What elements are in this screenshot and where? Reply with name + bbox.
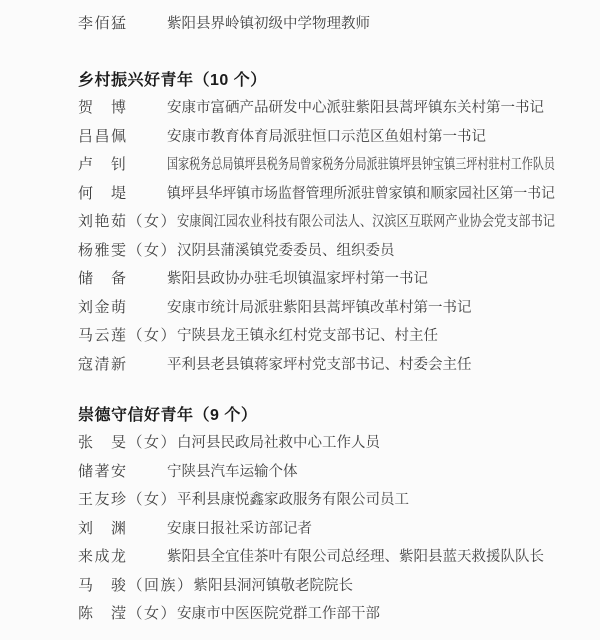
- list-item: [78, 150, 555, 179]
- award-section: [78, 65, 555, 378]
- entry-list: [78, 428, 555, 628]
- award-section: [78, 400, 555, 628]
- person-name: 李佰猛: [78, 13, 128, 32]
- person-name: 陈 滢（女）: [78, 604, 178, 623]
- person-description: 平利县老县镇蒋家坪村党支部书记、村委会主任: [167, 356, 472, 373]
- person-description: 白河县民政局社救中心工作人员: [177, 435, 381, 452]
- person-description: 安康市统计局派驻紫阳县蒿坪镇改革村第一书记: [167, 299, 472, 316]
- section-list: [78, 65, 555, 628]
- person-name: 何 堤: [78, 183, 128, 202]
- person-description: 安康市富硒产品研发中心派驻紫阳县蒿坪镇东关村第一书记: [167, 100, 544, 117]
- person-description: 紫阳县洞河镇敬老院院长: [193, 577, 354, 594]
- person-description: 安康阆江园农业科技有限公司法人、汉滨区互联网产业协会党支部书记: [177, 214, 556, 231]
- list-item: [78, 428, 555, 457]
- list-item: [78, 178, 555, 207]
- person-name: 贺 博: [78, 98, 128, 117]
- list-item: [78, 8, 555, 37]
- list-item: [78, 570, 555, 599]
- person-name: 刘艳茹（女）: [78, 212, 178, 231]
- list-item: [78, 121, 555, 150]
- person-name: 王友珍（女）: [78, 490, 178, 509]
- person-description: 安康市教育体育局派驻恒口示范区鱼姐村第一书记: [167, 128, 486, 145]
- section-title: 乡村振兴好青年（10 个）: [78, 72, 267, 89]
- list-item: [78, 292, 555, 321]
- person-description: 国家税务总局镇坪县税务局曾家税务分局派驻镇坪县钟宝镇三坪村驻村工作队员: [167, 157, 555, 174]
- person-description: 安康市中医医院党群工作部干部: [177, 606, 381, 623]
- person-name: 卢 钊: [78, 155, 128, 174]
- person-name: 刘 渊: [78, 518, 128, 537]
- list-item: [78, 485, 555, 514]
- entry-list: [78, 93, 555, 378]
- list-item: [78, 542, 555, 571]
- person-name: 寇清新: [78, 354, 128, 373]
- list-item: [78, 207, 555, 236]
- person-name: 杨雅雯（女）: [78, 240, 178, 259]
- list-item: [78, 93, 555, 122]
- list-item: [78, 456, 555, 485]
- list-item: [78, 235, 555, 264]
- person-name: 来成龙: [78, 547, 128, 566]
- person-name: 吕昌佩: [78, 126, 128, 145]
- person-description: 紫阳县界岭镇初级中学物理教师: [167, 15, 370, 32]
- person-name: 储著安: [78, 461, 128, 480]
- person-description: 汉阴县蒲溪镇党委委员、组织委员: [177, 242, 395, 259]
- list-item: [78, 513, 555, 542]
- person-description: 紫阳县政协办驻毛坝镇温家坪村第一书记: [167, 271, 428, 288]
- top-entry-list: [78, 8, 555, 37]
- person-description: 平利县康悦鑫家政服务有限公司员工: [177, 492, 410, 509]
- person-name: 刘金萌: [78, 297, 128, 316]
- person-name: 储 备: [78, 269, 128, 288]
- person-description: 安康日报社采访部记者: [167, 520, 312, 537]
- person-description: 宁陕县汽车运输个体: [167, 463, 298, 480]
- list-item: [78, 349, 555, 378]
- person-name: 张 旻（女）: [78, 433, 178, 452]
- section-title: 崇德守信好青年（9 个）: [78, 407, 258, 424]
- person-name: 马 骏（回族）: [78, 575, 194, 594]
- person-description: 镇坪县华坪镇市场监督管理所派驻曾家镇和顺家园社区第一书记: [167, 185, 555, 202]
- person-name: 马云莲（女）: [78, 326, 178, 345]
- list-item: [78, 321, 555, 350]
- list-item: [78, 264, 555, 293]
- person-description: 紫阳县全宜佳茶叶有限公司总经理、紫阳县蓝天救援队队长: [167, 549, 544, 566]
- person-description: 宁陕县龙王镇永红村党支部书记、村主任: [177, 328, 439, 345]
- list-item: [78, 599, 555, 628]
